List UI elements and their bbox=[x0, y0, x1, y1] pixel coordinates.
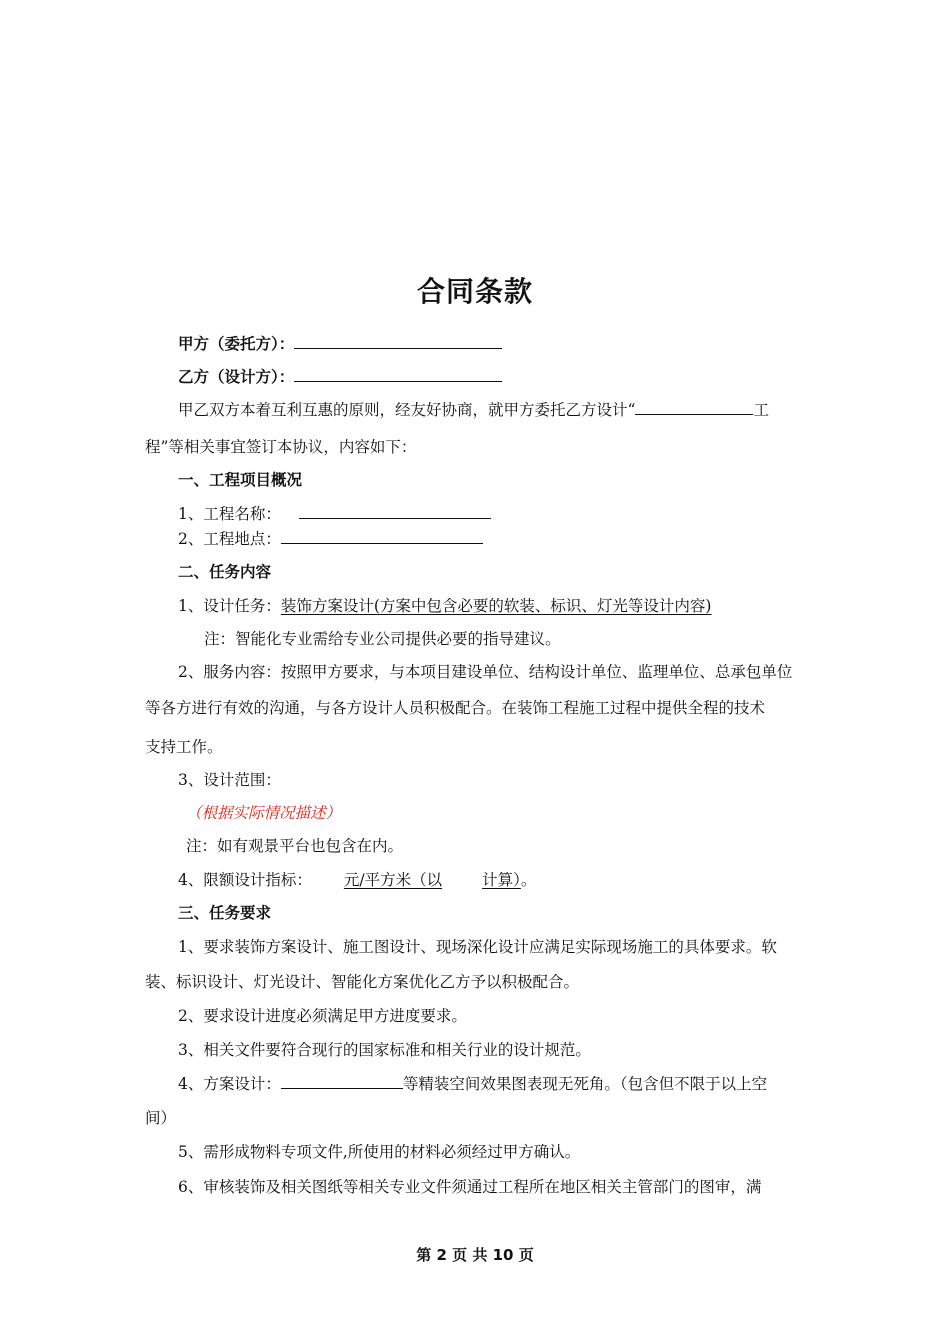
note-viewing-platform: 注：如有观景平台也包含在内。 bbox=[186, 837, 404, 855]
req-6: 6、审核装饰及相关图纸等相关专业文件须通过工程所在地区相关主管部门的图审，满 bbox=[178, 1178, 762, 1196]
service-line-3: 支持工作。 bbox=[145, 738, 223, 756]
section-2-heading: 二、任务内容 bbox=[178, 563, 272, 581]
req-4-text: 等精装空间效果图表现无死角。（包含但不限于以上空 bbox=[402, 1075, 768, 1093]
project-name-field bbox=[299, 504, 491, 519]
design-scope-placeholder: （根据实际情况描述） bbox=[186, 804, 342, 822]
project-location-line bbox=[178, 529, 483, 549]
limit-index-value bbox=[320, 871, 521, 889]
party-b-label: 乙方（设计方）： bbox=[178, 368, 295, 386]
project-name-blank bbox=[635, 400, 753, 415]
page-number: 第 2 页 共 10 页 bbox=[416, 1246, 534, 1264]
req-3: 3、相关文件要符合现行的国家标准和相关行业的设计规范。 bbox=[178, 1041, 591, 1059]
design-task-label: 1、设计任务： bbox=[178, 597, 281, 615]
limit-end: 。 bbox=[520, 871, 537, 889]
party-a-line bbox=[178, 334, 502, 354]
limit-index-line bbox=[178, 870, 536, 890]
party-a-label: 甲方（委托方）： bbox=[178, 335, 295, 353]
limit-index-label: 4、限额设计指标： bbox=[178, 871, 312, 889]
req-1-line-1: 1、要求装饰方案设计、施工图设计、现场深化设计应满足实际现场施工的具体要求。软 bbox=[178, 938, 777, 956]
req-1-line-2: 装、标识设计、灯光设计、智能化方案优化乙方予以积极配合。 bbox=[145, 973, 580, 991]
design-task-value: 装饰方案设计(方案中包含必要的软装、标识、灯光等设计内容) bbox=[280, 597, 712, 615]
intro-text: 甲乙双方本着互利互惠的原则，经友好协商，就甲方委托乙方设计“ bbox=[178, 401, 636, 419]
party-b-blank bbox=[294, 367, 502, 382]
service-line-2: 等各方进行有效的沟通，与各方设计人员积极配合。在装饰工程施工过程中提供全程的技术 bbox=[145, 699, 766, 717]
party-b-line bbox=[178, 367, 502, 387]
section-3-heading: 三、任务要求 bbox=[178, 904, 272, 922]
design-task-line bbox=[178, 596, 711, 616]
section-1-heading: 一、工程项目概况 bbox=[178, 471, 303, 489]
req-5: 5、需形成物料专项文件,所使用的材料必须经过甲方确认。 bbox=[178, 1143, 581, 1161]
req-4-line-2: 间） bbox=[145, 1109, 177, 1127]
intro-text-tail: 工 bbox=[753, 401, 769, 419]
service-line-1: 2、服务内容：按照甲方要求，与本项目建设单位、结构设计单位、监理单位、总承包单位 bbox=[178, 663, 793, 681]
project-location-label: 2、工程地点： bbox=[178, 530, 281, 548]
project-name-line bbox=[178, 504, 491, 524]
req-4-blank bbox=[281, 1074, 403, 1089]
req-4-label: 4、方案设计： bbox=[178, 1075, 281, 1093]
page-title: 合同条款 bbox=[416, 275, 533, 308]
limit-unit: 元/平方米（以 bbox=[343, 871, 443, 889]
req-4-line-1 bbox=[178, 1074, 767, 1094]
party-a-blank bbox=[294, 334, 502, 349]
project-location-field bbox=[281, 529, 483, 544]
req-2: 2、要求设计进度必须满足甲方进度要求。 bbox=[178, 1007, 467, 1025]
intro-line-1 bbox=[178, 400, 769, 420]
limit-calc: 计算） bbox=[482, 871, 521, 889]
design-scope-label: 3、设计范围： bbox=[178, 771, 281, 789]
project-name-label: 1、工程名称： bbox=[178, 505, 281, 523]
note-intelligent: 注：智能化专业需给专业公司提供必要的指导建议。 bbox=[204, 630, 561, 648]
intro-line-2: 程”等相关事宜签订本协议，内容如下： bbox=[145, 438, 417, 456]
